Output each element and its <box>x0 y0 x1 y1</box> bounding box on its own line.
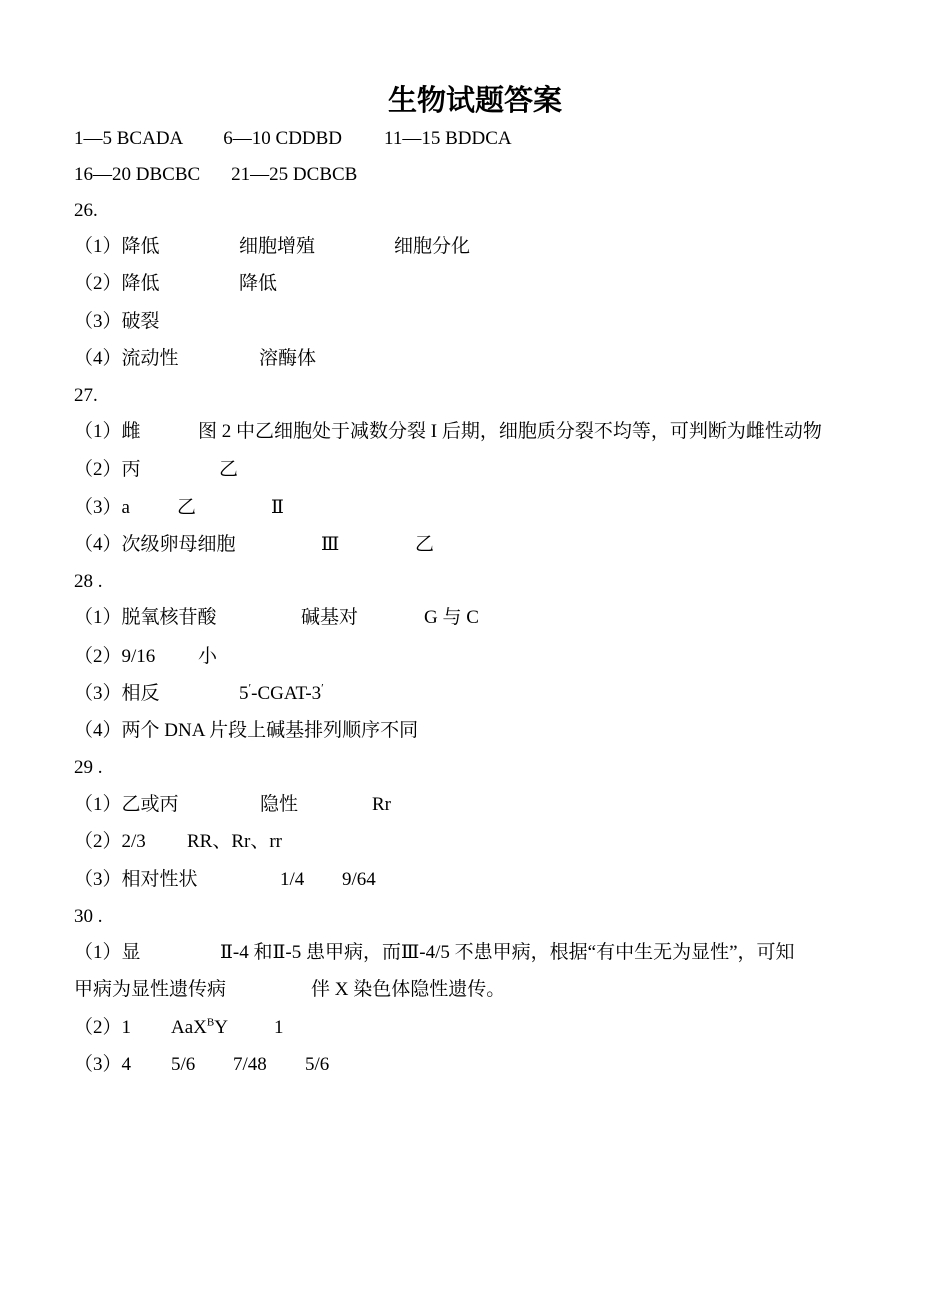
answer-part: 溶酶体 <box>259 348 317 369</box>
answer-line <box>74 235 470 259</box>
genotype <box>171 1016 274 1040</box>
answer-part: Ⅱ <box>271 497 284 518</box>
mc-answer: 11—15 BDDCA <box>384 128 512 149</box>
question-number: 27. <box>74 385 98 406</box>
genotype-y: Y <box>214 1017 228 1038</box>
question-number: 26. <box>74 200 98 221</box>
answer-part: （1）雌 <box>74 421 141 442</box>
answer-part: Ⅱ-4 和Ⅱ-5 患甲病，而Ⅲ-4/5 不患甲病，根据“有中生无为显性”，可知 <box>220 942 795 963</box>
prime-mark: ′ <box>321 680 324 695</box>
answer-line <box>74 347 316 371</box>
answer-part: （1）显 <box>74 942 141 963</box>
answer-line <box>74 868 376 892</box>
answer-line <box>74 496 284 520</box>
genotype-base: AaX <box>171 1017 207 1038</box>
answer-part: （2）1 <box>74 1017 132 1038</box>
answer-part: （4）次级卵母细胞 <box>74 534 236 555</box>
mc-answer: 1—5 BCADA <box>74 128 184 149</box>
answer-part: 5 <box>239 683 249 704</box>
answer-part: （2）丙 <box>74 459 141 480</box>
answer-part: G 与 C <box>424 607 479 628</box>
mc-row-2 <box>74 163 357 187</box>
prime-mark: ′ <box>248 680 252 695</box>
answer-line <box>74 719 418 743</box>
answer-line <box>74 606 479 630</box>
answer-part: 降低 <box>239 273 278 294</box>
answer-line <box>74 272 277 296</box>
answer-part: 隐性 <box>260 794 299 815</box>
answer-line <box>74 1016 284 1040</box>
answer-part: （4）流动性 <box>74 348 179 369</box>
answer-line <box>74 645 217 669</box>
answer-part: 细胞增殖 <box>239 236 316 257</box>
answer-line <box>74 310 160 334</box>
answer-part: -CGAT-3 <box>251 683 322 704</box>
answer-part: Rr <box>372 794 391 815</box>
mc-answer: 16—20 DBCBC <box>74 164 201 185</box>
page-title: 生物试题答案 <box>387 83 562 117</box>
answer-part: 甲病为显性遗传病 <box>74 979 227 1000</box>
question-number: 29 . <box>74 757 103 778</box>
answer-part: RR、Rr、rr <box>187 831 283 852</box>
answer-line <box>74 420 822 444</box>
answer-line <box>74 533 434 557</box>
answer-part: 乙 <box>415 534 435 555</box>
answer-part: （3）a <box>74 497 130 518</box>
answer-part: （2）2/3 <box>74 831 146 852</box>
question-number: 30 . <box>74 906 103 927</box>
answer-line <box>74 830 282 854</box>
answer-part: （4）两个 DNA 片段上碱基排列顺序不同 <box>74 720 419 741</box>
mc-answer: 6—10 CDDBD <box>223 128 343 149</box>
answer-line <box>74 1053 329 1077</box>
question-number: 28 . <box>74 571 103 592</box>
answer-part: （3）相对性状 <box>74 869 198 890</box>
answer-part: （3）破裂 <box>74 311 160 332</box>
genotype-superscript: B <box>206 1016 215 1029</box>
answer-part: 9/64 <box>342 869 376 890</box>
answer-line <box>74 682 324 706</box>
answer-line <box>74 793 391 817</box>
mc-row-1 <box>74 127 512 151</box>
answer-part: 5/6 <box>171 1054 196 1075</box>
answer-part: 5/6 <box>305 1054 330 1075</box>
answer-line <box>74 941 795 965</box>
answer-part: （3）相反 <box>74 683 160 704</box>
answer-part: （3）4 <box>74 1054 132 1075</box>
answer-part: 1 <box>274 1017 284 1038</box>
answer-line <box>74 458 238 482</box>
answer-part: 图 2 中乙细胞处于减数分裂 I 后期，细胞质分裂不均等，可判断为雌性动物 <box>198 421 822 442</box>
answer-part: （1）乙或丙 <box>74 794 179 815</box>
answer-part: 乙 <box>177 497 197 518</box>
answer-line <box>74 978 505 1002</box>
answer-part: （2）降低 <box>74 273 160 294</box>
answer-part: （1）脱氧核苷酸 <box>74 607 217 628</box>
answer-part: 乙 <box>219 459 239 480</box>
answer-part: 7/48 <box>233 1054 267 1075</box>
answer-part: （1）降低 <box>74 236 160 257</box>
answer-part: 伴 X 染色体隐性遗传。 <box>311 979 506 1000</box>
mc-answer: 21—25 DCBCB <box>231 164 358 185</box>
answer-part: Ⅲ <box>321 534 340 555</box>
answer-part: 碱基对 <box>301 607 359 628</box>
answer-part: 小 <box>198 646 218 667</box>
answer-part: 细胞分化 <box>394 236 471 257</box>
answer-part: （2）9/16 <box>74 646 156 667</box>
answer-part: 1/4 <box>280 869 305 890</box>
